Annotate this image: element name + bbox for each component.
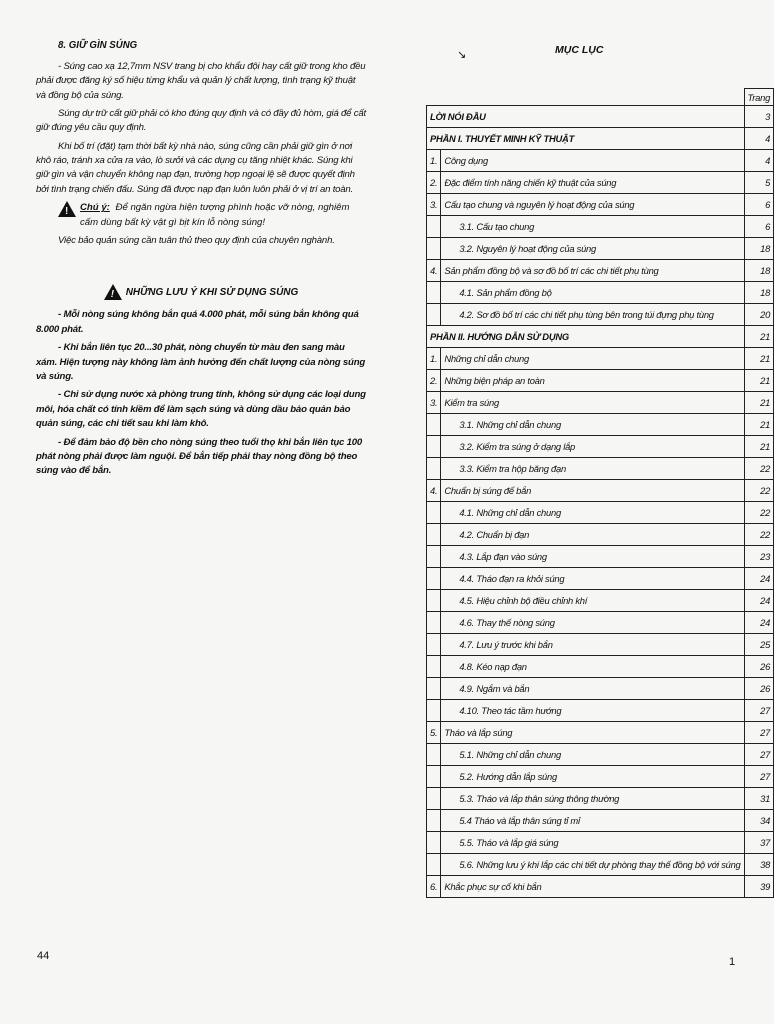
- toc-row: [427, 854, 774, 876]
- toc-row: [427, 502, 774, 524]
- toc-entry-page: 21: [744, 392, 774, 414]
- toc-entry-title: Đặc điểm tính năng chiến kỹ thuật của súng: [441, 172, 744, 194]
- toc-page-header: Trang: [744, 89, 774, 106]
- toc-row: [427, 678, 774, 700]
- toc-entry-title: 3.1. Cấu tạo chung: [441, 216, 744, 238]
- paragraph: - Súng cao xạ 12,7mm NSV trang bị cho khẩu đội hay cất giữ trong kho đều phải được đăng ký số hiệu từng khẩu và quản lý chất lượng, tình trạng kỹ thuật và đồng bộ của súng.: [36, 60, 366, 101]
- toc-row: [427, 128, 774, 150]
- toc-entry-number: 6.: [427, 876, 441, 898]
- toc-row: [427, 766, 774, 788]
- toc-entry-page: 22: [744, 480, 774, 502]
- toc-entry-page: 38: [744, 854, 774, 876]
- toc-entry-page: 24: [744, 590, 774, 612]
- warning-item: - Chỉ sử dụng nước xà phòng trung tính, không sử dụng các loại dung môi, hóa chất có tính kiềm để làm sạch súng và dùng dầu bảo quản bảo quản súng, các chi tiết sau khi làm khô.: [36, 389, 366, 430]
- toc-entry-number: 5.: [427, 722, 441, 744]
- page-number-left: 44: [37, 950, 50, 962]
- toc-entry-title: 3.2. Nguyên lý hoạt động của súng: [441, 238, 744, 260]
- toc-row: [427, 546, 774, 568]
- warning-item: - Khi bắn liên tục 20...30 phát, nòng chuyển từ màu đen sang màu xám. Hiện tượng này không làm ảnh hưởng đến chất lượng của nòng súng và súng.: [36, 342, 366, 382]
- pen-mark: ↘: [457, 49, 467, 61]
- toc-row: [427, 172, 774, 194]
- toc-entry-number: 3.: [427, 194, 441, 216]
- toc-entry-title: 4.1. Những chỉ dẫn chung: [441, 502, 744, 524]
- paragraph: Việc bảo quản súng cần tuân thủ theo quy định của chuyên nghành.: [58, 235, 335, 247]
- toc-entry-number: [427, 238, 441, 260]
- toc-entry-page: 18: [744, 260, 774, 282]
- toc-row: [427, 876, 774, 898]
- toc-entry-title: 4.4. Tháo đạn ra khỏi súng: [441, 568, 744, 590]
- page-number-right: 1: [729, 956, 736, 968]
- toc-entry-page: 6: [744, 216, 774, 238]
- toc-entry-title: Cấu tạo chung và nguyên lý hoạt động của súng: [441, 194, 744, 216]
- toc-entry-page: 18: [744, 282, 774, 304]
- toc-entry-page: 22: [744, 458, 774, 480]
- toc-row: [427, 612, 774, 634]
- toc-entry-page: 39: [744, 876, 774, 898]
- toc-entry-page: 27: [744, 700, 774, 722]
- toc-entry-number: [427, 612, 441, 634]
- toc-entry-number: [427, 766, 441, 788]
- toc-entry-title: 4.3. Lắp đạn vào súng: [441, 546, 744, 568]
- toc-row: [427, 700, 774, 722]
- toc-entry-number: [427, 832, 441, 854]
- toc-row: [427, 348, 774, 370]
- toc-entry-page: 21: [744, 370, 774, 392]
- toc-entry-title: Kiểm tra súng: [441, 392, 744, 414]
- warnings-title: NHỮNG LƯU Ý KHI SỬ DỤNG SÚNG: [125, 286, 299, 298]
- toc-entry-page: 26: [744, 678, 774, 700]
- toc-entry-number: [427, 216, 441, 238]
- toc-row: [427, 106, 774, 128]
- paragraph: Khi bố trí (đặt) tạm thời bất kỳ nhà nào, súng cũng cần phải giữ gìn ở nơi khô ráo, tránh xa cửa ra vào, lò sưởi và các dụng cụ tăng nhiệt khác. Súng khi giữ gìn và vận chuyển không nạp đạn, trường hợp ngoại lệ sẽ được quyết định bởi tình trạng chiến đấu. Súng đã được nạp đạn luôn luôn phải ở vị trí an toàn.: [36, 140, 355, 195]
- toc-entry-page: 26: [744, 656, 774, 678]
- toc-entry-number: [427, 436, 441, 458]
- toc-entry-number: 2.: [427, 172, 441, 194]
- toc-entry-title: 5.1. Những chỉ dẫn chung: [441, 744, 744, 766]
- toc-entry-title: 4.1. Sản phẩm đồng bộ: [441, 282, 744, 304]
- toc-entry-number: [427, 414, 441, 436]
- note-label: Chú ý:: [80, 202, 110, 214]
- warnings-heading: [36, 284, 366, 300]
- toc-entry-title: LỜI NÓI ĐẦU: [427, 106, 745, 128]
- toc-entry-page: 22: [744, 524, 774, 546]
- toc-row: [427, 194, 774, 216]
- toc-row: [427, 634, 774, 656]
- toc-entry-page: 21: [744, 414, 774, 436]
- warning-icon: [58, 201, 76, 217]
- toc-entry-number: [427, 282, 441, 304]
- toc-entry-page: 4: [744, 150, 774, 172]
- toc-entry-title: 4.9. Ngắm và bắn: [441, 678, 744, 700]
- warning-icon: [104, 284, 122, 300]
- toc-entry-number: [427, 458, 441, 480]
- toc-entry-page: 6: [744, 194, 774, 216]
- toc-entry-title: Những biện pháp an toàn: [441, 370, 744, 392]
- toc-entry-number: [427, 634, 441, 656]
- toc-entry-page: 20: [744, 304, 774, 326]
- toc-entry-number: [427, 568, 441, 590]
- toc-entry-number: [427, 854, 441, 876]
- toc-entry-number: [427, 744, 441, 766]
- toc-row: [427, 304, 774, 326]
- toc-row: [427, 238, 774, 260]
- toc-table: [426, 88, 774, 898]
- toc-row: [427, 150, 774, 172]
- toc-entry-page: 21: [744, 436, 774, 458]
- toc-row: [427, 414, 774, 436]
- toc-entry-title: 5.6. Những lưu ý khi lắp các chi tiết dự phòng thay thế đồng bộ với súng: [441, 854, 744, 876]
- toc-entry-page: 22: [744, 502, 774, 524]
- toc-entry-number: [427, 810, 441, 832]
- toc-entry-number: [427, 524, 441, 546]
- toc-entry-title: Chuẩn bị súng để bắn: [441, 480, 744, 502]
- toc-entry-title: PHẦN II. HƯỚNG DẪN SỬ DỤNG: [427, 326, 745, 348]
- toc-row: [427, 744, 774, 766]
- toc-entry-page: 21: [744, 326, 774, 348]
- toc-entry-page: 27: [744, 744, 774, 766]
- toc-entry-title: Khắc phục sự cố khi bắn: [441, 876, 744, 898]
- toc-entry-number: [427, 304, 441, 326]
- toc-entry-title: Những chỉ dẫn chung: [441, 348, 744, 370]
- toc-entry-title: Tháo và lắp súng: [441, 722, 744, 744]
- toc-entry-title: 3.3. Kiểm tra hộp băng đạn: [441, 458, 744, 480]
- toc-entry-page: 27: [744, 722, 774, 744]
- toc-entry-title: 5.5. Tháo và lắp giá súng: [441, 832, 744, 854]
- toc-entry-number: [427, 502, 441, 524]
- toc-row: [427, 326, 774, 348]
- toc-entry-page: 4: [744, 128, 774, 150]
- toc-entry-page: 21: [744, 348, 774, 370]
- toc-entry-number: 1.: [427, 150, 441, 172]
- toc-entry-page: 25: [744, 634, 774, 656]
- toc-entry-number: 3.: [427, 392, 441, 414]
- toc-entry-number: [427, 590, 441, 612]
- toc-entry-title: 5.2. Hướng dẫn lắp súng: [441, 766, 744, 788]
- toc-entry-page: 24: [744, 568, 774, 590]
- toc-entry-title: PHẦN I. THUYẾT MINH KỸ THUẬT: [427, 128, 745, 150]
- section-title: 8. GIỮ GÌN SÚNG: [58, 39, 138, 51]
- toc-entry-number: [427, 546, 441, 568]
- toc-row: [427, 216, 774, 238]
- toc-entry-number: 2.: [427, 370, 441, 392]
- toc-entry-number: 4.: [427, 260, 441, 282]
- toc-row: [427, 436, 774, 458]
- toc-entry-number: [427, 656, 441, 678]
- toc-entry-number: [427, 788, 441, 810]
- toc-entry-title: 4.10. Theo tác tầm hướng: [441, 700, 744, 722]
- toc-row: [427, 282, 774, 304]
- toc-entry-number: 1.: [427, 348, 441, 370]
- toc-row: [427, 260, 774, 282]
- toc-entry-title: 4.2. Sơ đồ bố trí các chi tiết phụ tùng bên trong túi đựng phụ tùng: [441, 304, 744, 326]
- toc-entry-number: 4.: [427, 480, 441, 502]
- toc-row: [427, 590, 774, 612]
- toc-entry-page: 34: [744, 810, 774, 832]
- warning-item: - Mỗi nòng súng không bắn quá 4.000 phát, mỗi súng bắn không quá 8.000 phát.: [36, 309, 359, 335]
- toc-entry-title: 3.2. Kiểm tra súng ở dạng lắp: [441, 436, 744, 458]
- toc-header-row: [427, 89, 774, 106]
- note-text: Để ngăn ngừa hiện tượng phình hoặc vỡ nòng, nghiêm cấm dùng bất kỳ vật gì bịt kín lỗ nòng súng!: [80, 202, 350, 228]
- toc-row: [427, 392, 774, 414]
- toc-title: MỤC LỤC: [555, 44, 604, 56]
- toc-row: [427, 524, 774, 546]
- toc-row: [427, 370, 774, 392]
- warning-item: - Để đảm bảo độ bền cho nòng súng theo tuổi thọ khi bắn liên tục 100 phát nòng phải được làm nguội. Để bắn tiếp phải thay nòng đồng bộ theo súng vào để bắn.: [36, 436, 363, 477]
- toc-entry-title: Sản phẩm đồng bộ và sơ đồ bố trí các chi tiết phụ tùng: [441, 260, 744, 282]
- toc-entry-title: 4.2. Chuẩn bị đạn: [441, 524, 744, 546]
- toc-entry-page: 24: [744, 612, 774, 634]
- toc-entry-page: 27: [744, 766, 774, 788]
- toc-row: [427, 656, 774, 678]
- toc-entry-page: 31: [744, 788, 774, 810]
- toc-entry-page: 3: [744, 106, 774, 128]
- toc-entry-number: [427, 678, 441, 700]
- toc-entry-title: 4.5. Hiệu chỉnh bộ điều chỉnh khí: [441, 590, 744, 612]
- toc-row: [427, 832, 774, 854]
- toc-row: [427, 722, 774, 744]
- toc-row: [427, 568, 774, 590]
- toc-entry-title: 4.6. Thay thế nòng súng: [441, 612, 744, 634]
- toc-row: [427, 458, 774, 480]
- toc-row: [427, 810, 774, 832]
- toc-entry-title: 4.7. Lưu ý trước khi bắn: [441, 634, 744, 656]
- toc-entry-title: 5.4 Tháo và lắp thân súng tỉ mỉ: [441, 810, 744, 832]
- toc-row: [427, 480, 774, 502]
- toc-entry-title: Công dụng: [441, 150, 744, 172]
- toc-entry-page: 5: [744, 172, 774, 194]
- toc-entry-page: 23: [744, 546, 774, 568]
- toc-row: [427, 788, 774, 810]
- toc-entry-title: 5.3. Tháo và lắp thân súng thông thường: [441, 788, 744, 810]
- toc-entry-page: 37: [744, 832, 774, 854]
- toc-entry-number: [427, 700, 441, 722]
- note: [36, 201, 366, 230]
- toc-entry-title: 4.8. Kéo nạp đạn: [441, 656, 744, 678]
- left-page: [36, 38, 366, 483]
- toc-entry-page: 18: [744, 238, 774, 260]
- paragraph: Súng dự trữ cất giữ phải có kho đúng quy định và có đầy đủ hòm, giá để cất giữ đúng yêu cầu quy định.: [36, 107, 366, 134]
- toc-entry-title: 3.1. Những chỉ dẫn chung: [441, 414, 744, 436]
